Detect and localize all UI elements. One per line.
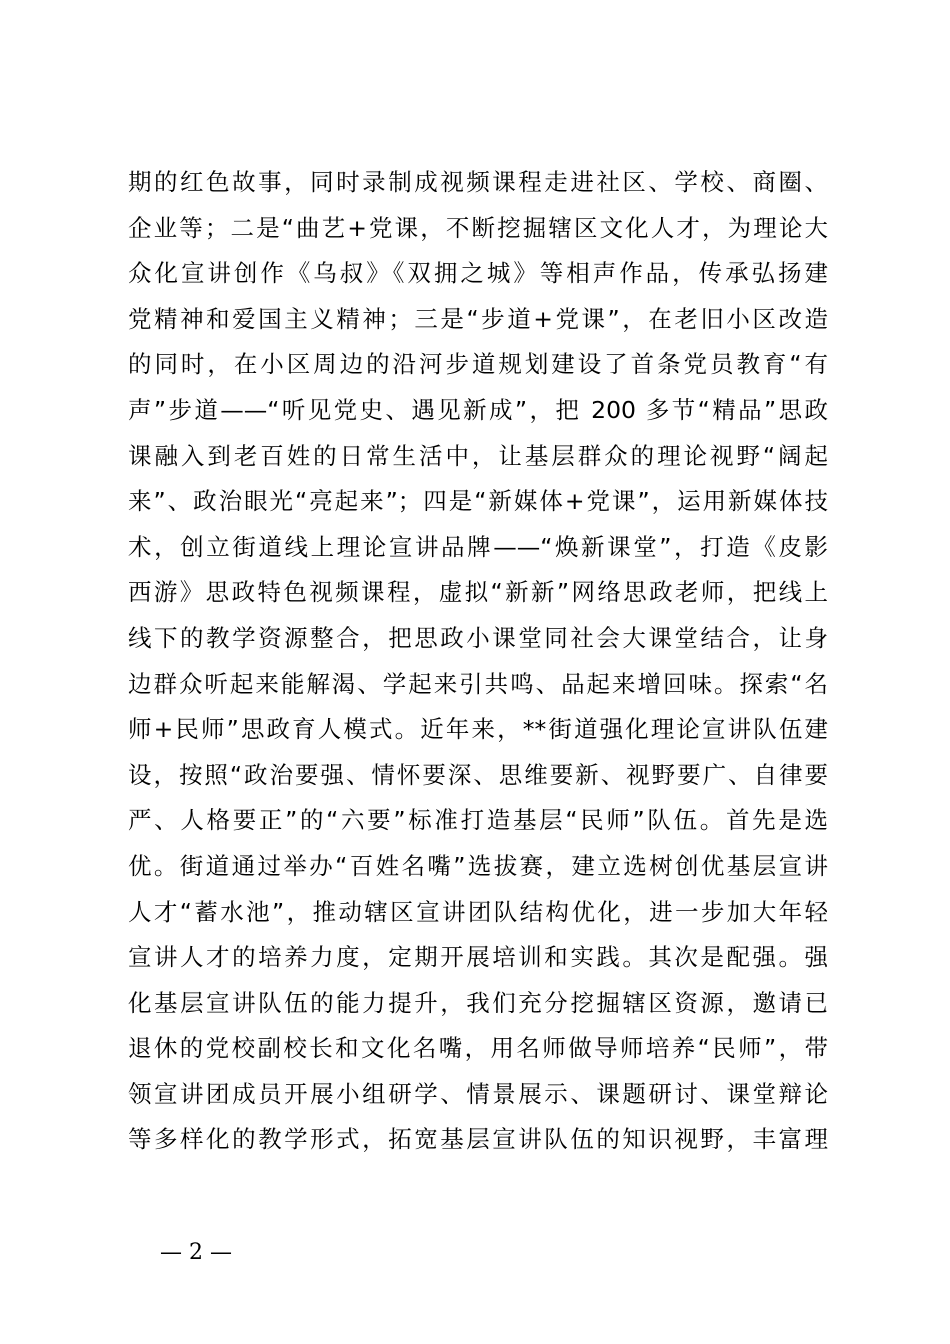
text-line: 课融入到老百姓的日常生活中，让基层群众的理论视野“阔起	[128, 441, 828, 470]
text-line: 的同时，在小区周边的沿河步道规划建设了首条党员教育“有	[128, 350, 828, 379]
text-line: 术，创立街道线上理论宣讲品牌——“焕新课堂”，打造《皮影	[128, 532, 828, 561]
text-line: 设，按照“政治要强、情怀要深、思维要新、视野要广、自律要	[128, 760, 828, 789]
text-line: 边群众听起来能解渴、学起来引共鸣、品起来增回味。探索“名	[128, 669, 828, 698]
text-line: 西游》思政特色视频课程，虚拟“新新”网络思政老师，把线上	[128, 578, 828, 607]
text-line: 师+民师”思政育人模式。近年来，**街道强化理论宣讲队伍建	[128, 715, 828, 744]
text-line: 化基层宣讲队伍的能力提升，我们充分挖掘辖区资源，邀请已	[128, 988, 828, 1017]
body-text	[128, 160, 828, 1163]
text-line: 退休的党校副校长和文化名嘴，用名师做导师培养“民师”，带	[128, 1034, 828, 1063]
text-line: 党精神和爱国主义精神；三是“步道+党课”，在老旧小区改造	[128, 304, 828, 333]
text-line: 人才“蓄水池”，推动辖区宣讲团队结构优化，进一步加大年轻	[128, 897, 828, 926]
text-line: 优。街道通过举办“百姓名嘴”选拔赛，建立选树创优基层宣讲	[128, 851, 828, 880]
text-line: 领宣讲团成员开展小组研学、情景展示、课题研讨、课堂辩论	[128, 1079, 828, 1108]
text-line: 严、人格要正”的“六要”标准打造基层“民师”队伍。首先是选	[128, 806, 828, 835]
text-line: 等多样化的教学形式，拓宽基层宣讲队伍的知识视野，丰富理	[128, 1125, 828, 1154]
text-line: 声”步道——“听见党史、遇见新成”，把 200 多节“精品”思政	[128, 395, 828, 424]
text-line: 线下的教学资源整合，把思政小课堂同社会大课堂结合，让身	[128, 623, 828, 652]
text-line: 期的红色故事，同时录制成视频课程走进社区、学校、商圈、	[128, 168, 828, 196]
text-line: 宣讲人才的培养力度，定期开展培训和实践。其次是配强。强	[128, 943, 828, 972]
text-line: 企业等；二是“曲艺+党课，不断挖掘辖区文化人才，为理论大	[128, 213, 828, 242]
page-number: — 2 —	[160, 1240, 232, 1265]
text-line: 众化宣讲创作《乌叔》《双拥之城》等相声作品，传承弘扬建	[128, 259, 828, 288]
text-line: 来”、政治眼光“亮起来”；四是“新媒体+党课”，运用新媒体技	[128, 487, 829, 516]
